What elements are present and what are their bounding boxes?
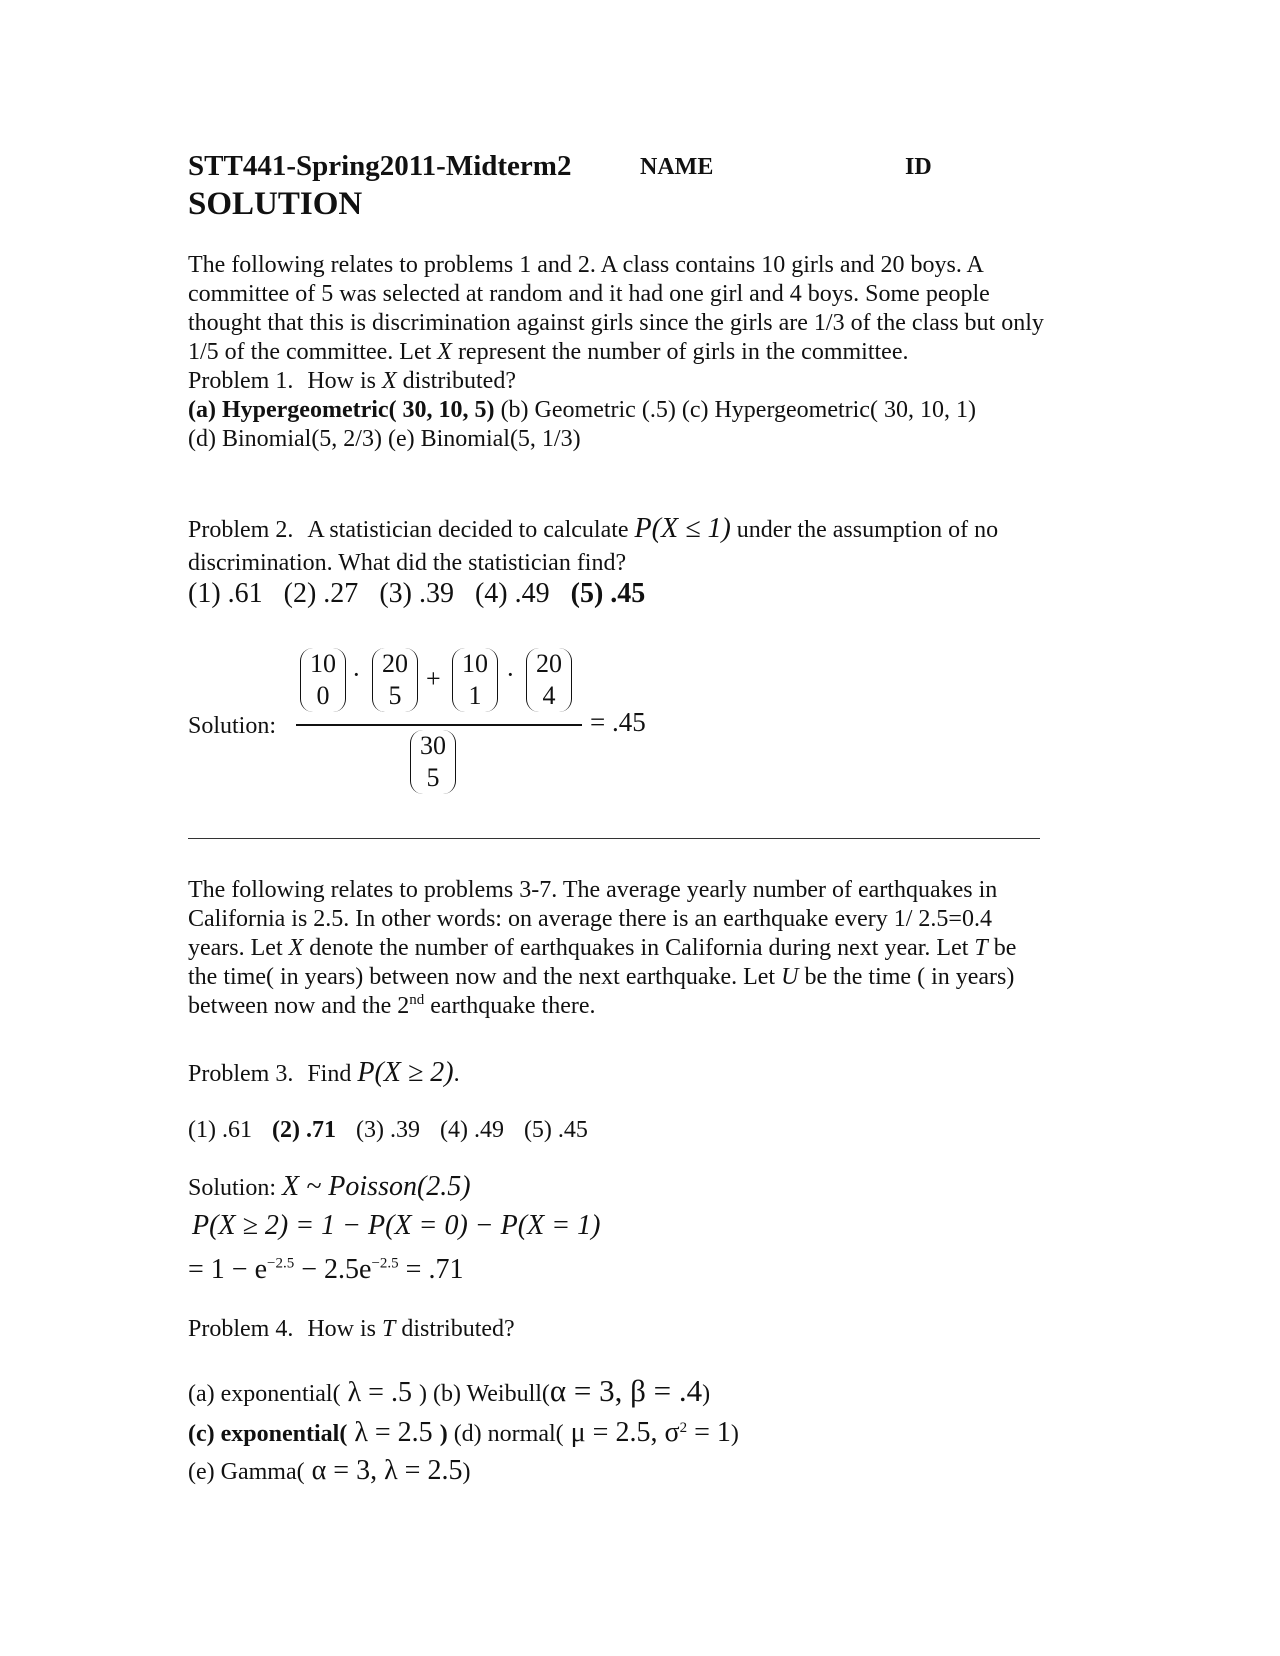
problem-2-question-line2: discrimination. What did the statistician find? xyxy=(188,550,627,576)
intro-text: the time( in years) between now and the next earthquake. Let xyxy=(188,964,782,990)
var-t: T xyxy=(382,1316,396,1342)
problem-1-text: How is xyxy=(307,368,382,394)
var-x: X xyxy=(382,368,397,394)
intro-text: represent the number of girls in the committee. xyxy=(451,339,909,365)
problem-3-option-answer: (2) .71 xyxy=(271,1117,336,1143)
exponent: −2.5 xyxy=(371,1255,399,1272)
problem-3-text: . xyxy=(453,1061,460,1087)
problem-4-options-row1 xyxy=(188,1373,711,1409)
problem-3-option: (1) .61 xyxy=(188,1117,252,1143)
intro-line xyxy=(188,992,1088,1021)
fraction-bar xyxy=(296,724,582,726)
problem-1-option-c: (c) Hypergeometric( 30, 10, 1) xyxy=(681,397,976,423)
problem-1-options-row1 xyxy=(188,396,1088,425)
problem-4-text: distributed? xyxy=(395,1316,515,1342)
problem-2-option-answer: (5) .45 xyxy=(570,578,646,609)
dot-operator: · xyxy=(506,660,515,689)
problem-4-option-c-answer xyxy=(188,1417,448,1448)
binom-k: 1 xyxy=(468,681,482,710)
solution-heading: SOLUTION xyxy=(188,186,363,222)
problem-1-label: Problem 1. xyxy=(188,368,294,394)
problem-3-solution-label: Solution: xyxy=(188,1175,277,1201)
id-label: ID xyxy=(905,154,932,180)
plus-operator: + xyxy=(426,664,441,693)
option-math: μ = 2.5, σ xyxy=(563,1417,680,1448)
var-x: X xyxy=(437,339,452,365)
problem-4-option-d xyxy=(453,1417,739,1448)
intro-text: between now and the 2 xyxy=(188,993,410,1019)
intro-text: 1/5 of the committee. Let xyxy=(188,339,438,365)
binom-k: 5 xyxy=(388,681,402,710)
problem-4-option-a xyxy=(188,1377,427,1408)
exponent: 2 xyxy=(679,1420,688,1436)
option-text: (a) exponential( xyxy=(188,1381,341,1407)
intro-problems-1-2 xyxy=(188,251,1088,454)
problem-2-option: (1) .61 xyxy=(188,578,263,609)
intro-line: committee of 5 was selected at random and it had one girl and 4 boys. Some people xyxy=(188,281,990,307)
intro-text: denote the number of earthquakes in California during next year. Let xyxy=(303,935,975,961)
binom-k: 4 xyxy=(542,681,556,710)
problem-3-math: P(X ≥ 2) xyxy=(357,1057,454,1088)
intro-text: earthquake there. xyxy=(424,993,596,1019)
intro-line xyxy=(188,338,1088,367)
problem-1-option-e: (e) Binomial(5, 1/3) xyxy=(387,426,581,452)
problem-2-question xyxy=(188,514,998,545)
var-t: T xyxy=(974,935,988,961)
intro-text: years. Let xyxy=(188,935,289,961)
binomial-20-5 xyxy=(372,648,418,712)
binomial-20-4 xyxy=(526,648,572,712)
var-u: U xyxy=(781,964,799,990)
problem-3-option: (3) .39 xyxy=(355,1117,420,1143)
problem-2-options xyxy=(188,578,645,610)
option-text: ) xyxy=(702,1381,711,1407)
problem-1-option-d: (d) Binomial(5, 2/3) xyxy=(188,426,382,452)
problem-4-text: How is xyxy=(307,1316,382,1342)
option-math: λ = .5 xyxy=(340,1377,419,1408)
option-math: α = 3, β = .4 xyxy=(549,1373,703,1408)
intro-line: thought that this is discrimination against girls since the girls are 1/3 of the class but only xyxy=(188,310,1044,336)
problem-2-option: (4) .49 xyxy=(474,578,550,609)
intro-text: be xyxy=(987,935,1017,961)
binom-k: 5 xyxy=(426,763,440,792)
option-text: (e) Gamma( xyxy=(188,1459,305,1485)
problem-4-options-row2 xyxy=(188,1418,739,1449)
binomial-10-1 xyxy=(452,648,498,712)
problem-1-text: distributed? xyxy=(396,368,516,394)
option-text: ) xyxy=(439,1421,448,1447)
problem-3-options xyxy=(188,1116,588,1145)
problem-2-text: A statistician decided to calculate xyxy=(307,517,629,543)
problem-3-solution-line1 xyxy=(188,1172,471,1203)
problem-1-options-row2 xyxy=(188,425,1088,454)
formula-part: − 2.5e xyxy=(294,1254,372,1285)
exponent: −2.5 xyxy=(267,1255,295,1272)
problem-2-option: (2) .27 xyxy=(283,578,359,609)
problem-2-math: P(X ≤ 1) xyxy=(634,513,731,544)
binomial-10-0 xyxy=(300,648,346,712)
binomial-30-5 xyxy=(410,730,456,794)
binom-n: 20 xyxy=(382,649,408,678)
binom-n: 10 xyxy=(462,649,488,678)
problem-4-options-row3 xyxy=(188,1456,470,1487)
intro-line: The following relates to problems 1 and 2. A class contains 10 girls and 20 boys. A xyxy=(188,252,984,278)
option-math: = 1 xyxy=(687,1417,731,1448)
section-separator xyxy=(188,838,1040,839)
problem-2-text: under the assumption of no xyxy=(736,517,999,543)
binom-n: 30 xyxy=(420,731,446,760)
option-text: (c) exponential( xyxy=(188,1421,348,1447)
problem-3-option: (4) .49 xyxy=(439,1117,504,1143)
intro-problems-3-7 xyxy=(188,876,1088,1021)
problem-4-question xyxy=(188,1315,515,1344)
problem-3-question xyxy=(188,1058,460,1089)
course-title: STT441-Spring2011-Midterm2 xyxy=(188,150,572,182)
problem-2-solution-label: Solution: xyxy=(188,713,277,739)
problem-4-label: Problem 4. xyxy=(188,1316,294,1342)
problem-2-label: Problem 2. xyxy=(188,517,294,543)
option-math: α = 3, λ = 2.5 xyxy=(304,1455,463,1486)
problem-3-option: (5) .45 xyxy=(523,1117,588,1143)
option-text: (d) normal( xyxy=(453,1421,564,1447)
problem-1-option-b: (b) Geometric (.5) xyxy=(500,397,676,423)
option-text: (b) Weibull( xyxy=(432,1381,550,1407)
ordinal-suffix: nd xyxy=(409,992,425,1008)
intro-line xyxy=(188,934,1088,963)
problem-3-solution-line3 xyxy=(188,1254,463,1286)
binom-k: 0 xyxy=(316,681,330,710)
option-text: ) xyxy=(462,1459,471,1485)
problem-4-option-b xyxy=(432,1373,711,1408)
intro-text: be the time ( in years) xyxy=(798,964,1015,990)
problem-3-label: Problem 3. xyxy=(188,1061,294,1087)
problem-3-text: Find xyxy=(307,1061,352,1087)
option-text: ) xyxy=(730,1421,739,1447)
problem-4-option-e xyxy=(188,1455,471,1486)
intro-line xyxy=(188,963,1088,992)
problem-1-question xyxy=(188,367,1088,396)
intro-line: California is 2.5. In other words: on average there is an earthquake every 1/ 2.5=0.4 xyxy=(188,906,992,932)
problem-1-option-a-answer: (a) Hypergeometric( 30, 10, 5) xyxy=(188,397,495,423)
problem-2-option: (3) .39 xyxy=(379,578,454,609)
solution-result: = .45 xyxy=(590,707,646,737)
formula-part: = .71 xyxy=(398,1254,464,1285)
poisson-statement: X ~ Poisson(2.5) xyxy=(282,1171,471,1202)
intro-line: The following relates to problems 3-7. The average yearly number of earthquakes in xyxy=(188,877,998,903)
problem-3-solution-line2: P(X ≥ 2) = 1 − P(X = 0) − P(X = 1) xyxy=(192,1210,601,1241)
var-x: X xyxy=(288,935,304,961)
binom-n: 10 xyxy=(310,649,336,678)
formula-part: = 1 − e xyxy=(188,1254,268,1285)
dot-operator: · xyxy=(352,660,361,689)
name-label: NAME xyxy=(640,154,714,180)
option-math: λ = 2.5 xyxy=(347,1417,440,1448)
binom-n: 20 xyxy=(536,649,562,678)
option-text: ) xyxy=(418,1381,427,1407)
